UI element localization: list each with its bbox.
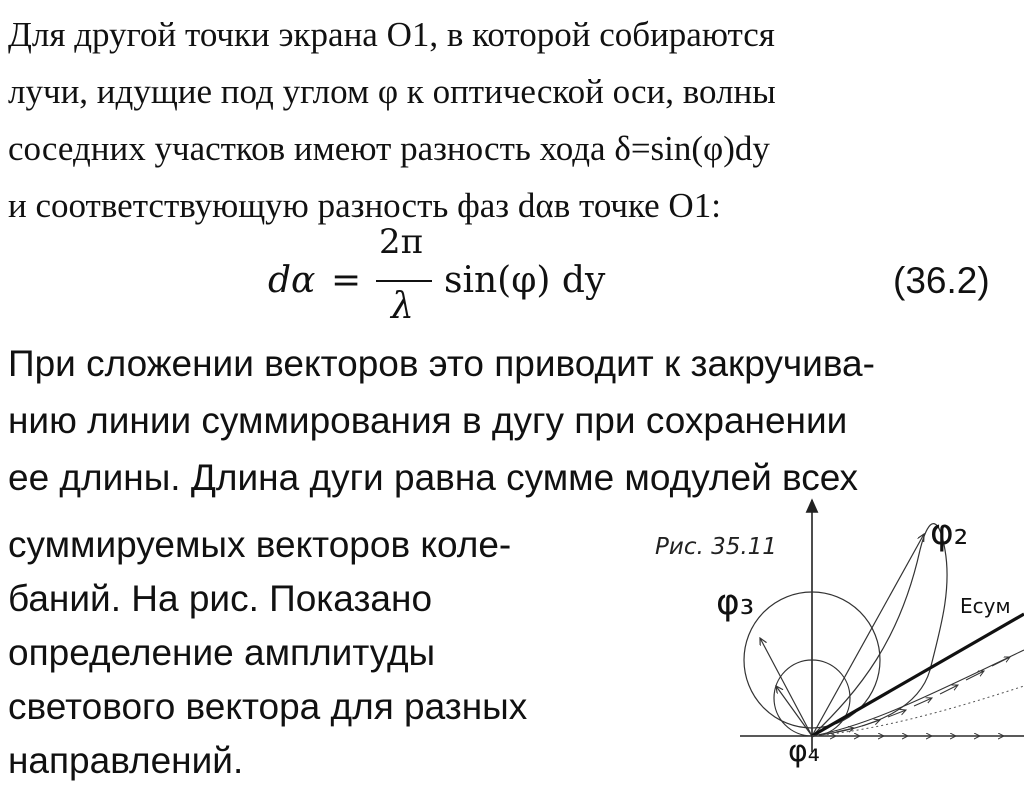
fraction-bar	[376, 280, 432, 282]
phi4-label: φ₄	[788, 734, 820, 769]
phi2-arc	[812, 524, 947, 736]
formula-numerator: 2π	[379, 222, 423, 262]
phi4-resultant	[776, 686, 812, 736]
phi3-resultant	[760, 638, 812, 736]
explanation-line: ее длины. Длина дуги равна сумме модулей всех	[8, 457, 859, 498]
intro-line: соседних участков имеют разность хода δ=sin(φ)dy	[8, 129, 770, 168]
intro-line: и соответствующую разность фаз dαв точке O1:	[8, 186, 721, 225]
phi2-resultant	[812, 534, 924, 736]
formula-lhs: dα	[268, 260, 316, 301]
explanation-line: светового вектора для разных	[8, 686, 528, 727]
explanation-line: определение амплитуды	[8, 632, 436, 673]
esum-label: Eсум	[960, 594, 1011, 618]
esum-resultant	[812, 614, 1024, 736]
explanation-line: направлений.	[8, 740, 244, 781]
phi2-label: φ₂	[930, 512, 969, 553]
formula-denominator: λ	[391, 286, 414, 327]
esum-arc-vectors	[836, 657, 1010, 732]
explanation-continued	[8, 518, 628, 788]
explanation-line: баний. На рис. Показано	[8, 578, 433, 619]
explanation-line: нию линии суммирования в дугу при сохранении	[8, 400, 848, 441]
formula-rhs: sin(φ) dy	[444, 260, 606, 301]
formula-equals: =	[331, 260, 362, 301]
intro-line: Для другой точки экрана O1, в которой собираются	[8, 15, 775, 54]
phi3-label: φ₃	[716, 582, 755, 623]
figure-35-11	[640, 490, 1024, 767]
equation-number: (36.2)	[893, 260, 990, 301]
intro-paragraph	[8, 6, 1016, 234]
explanation-line: При сложении векторов это приводит к закручива-	[8, 343, 875, 384]
explanation-paragraph	[8, 335, 1018, 506]
intro-line: лучи, идущие под углом φ к оптической оси, волны	[8, 72, 776, 111]
formula-36-2	[0, 222, 1024, 332]
explanation-line: суммируемых векторов коле-	[8, 524, 512, 565]
figure-caption: Рис. 35.11	[655, 534, 777, 560]
